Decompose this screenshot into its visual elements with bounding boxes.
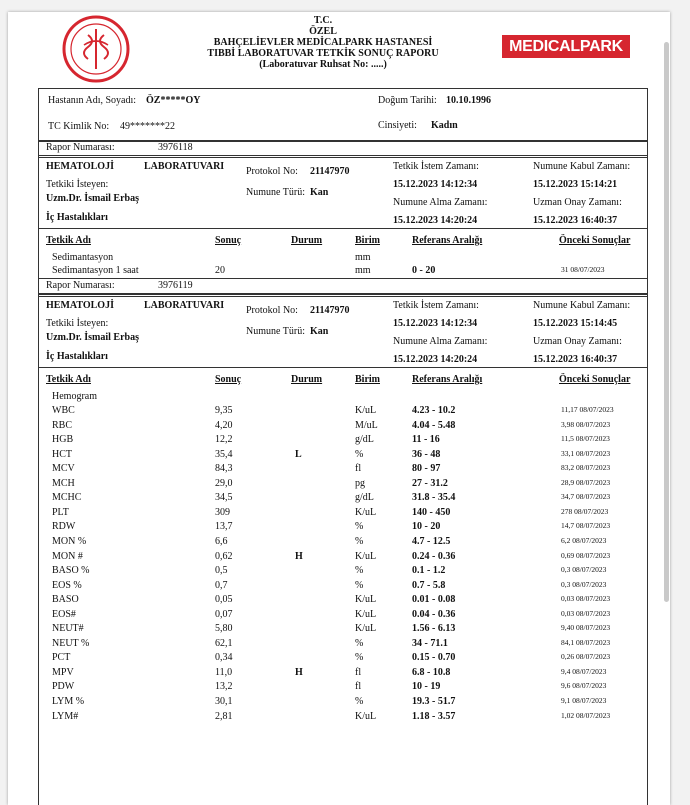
report-header — [158, 15, 488, 70]
cell-name: RBC — [52, 420, 73, 431]
cell-prev: 3,98 08/07/2023 — [561, 420, 611, 429]
cell-name: LYM % — [52, 696, 85, 707]
cell-ref: 140 - 450 — [412, 507, 451, 518]
cell-name: NEUT# — [52, 623, 84, 634]
cell-unit: % — [355, 521, 364, 532]
divider — [38, 157, 648, 158]
cell-ref: 0.1 - 1.2 — [412, 565, 446, 576]
scrollbar-thumb[interactable] — [664, 42, 669, 602]
cell-unit: fl — [355, 463, 362, 474]
cell-name: PDW — [52, 681, 75, 692]
cell-name: PCT — [52, 652, 71, 663]
cell-ref: 4.04 - 5.48 — [412, 420, 456, 431]
cell-ref: 4.23 - 10.2 — [412, 405, 456, 416]
divider — [38, 367, 648, 368]
cell-unit: K/uL — [355, 594, 377, 605]
divider — [38, 155, 648, 156]
cell-prev: 9,1 08/07/2023 — [561, 696, 607, 705]
report-2-doctor: Uzm.Dr. İsmail Erbaş — [46, 332, 139, 343]
cell-result: 84,3 — [215, 463, 233, 474]
cell-result: 34,5 — [215, 492, 233, 503]
cell-unit: pg — [355, 478, 365, 489]
cell-name: MON # — [52, 551, 83, 562]
col-ref-header: Referans Aralığı — [412, 374, 483, 385]
scrollbar[interactable] — [662, 42, 670, 782]
report-1-test-prev: 31 08/07/2023 — [561, 265, 605, 274]
header-country: T.C. — [313, 15, 333, 26]
report-1-accept-time: 15.12.2023 15:14:21 — [533, 179, 618, 190]
cell-name: MCV — [52, 463, 75, 474]
cell-name: MPV — [52, 667, 74, 678]
cell-name: PLT — [52, 507, 69, 518]
cell-result: 0,07 — [215, 609, 233, 620]
cell-ref: 4.7 - 12.5 — [412, 536, 451, 547]
cell-result: 2,81 — [215, 711, 233, 722]
report-2-sample-time: 15.12.2023 14:20:24 — [393, 354, 478, 365]
report-1-sample-type-label: Numune Türü: — [246, 187, 305, 198]
cell-ref: 0.04 - 0.36 — [412, 609, 456, 620]
col-result-header: Sonuç — [215, 374, 242, 385]
cell-name: MON % — [52, 536, 87, 547]
cell-result: 0,34 — [215, 652, 233, 663]
cell-prev: 83,2 08/07/2023 — [561, 463, 611, 472]
cell-unit: M/uL — [355, 420, 378, 431]
report-1-accept-time-label: Numune Kabul Zamanı: — [533, 161, 631, 172]
cell-unit: % — [355, 580, 364, 591]
report-2-approve-time-label: Uzman Onay Zamanı: — [533, 336, 622, 347]
cell-result: 62,1 — [215, 638, 233, 649]
report-1-protocol-label: Protokol No: — [246, 166, 298, 177]
cell-result: 13,2 — [215, 681, 233, 692]
report-1-sample-time: 15.12.2023 14:20:24 — [393, 215, 478, 226]
ministry-of-health-logo — [62, 15, 130, 83]
cell-prev: 278 08/07/2023 — [561, 507, 609, 516]
cell-prev: 11,5 08/07/2023 — [561, 434, 610, 443]
cell-result: 309 — [215, 507, 230, 518]
cell-prev: 6,2 08/07/2023 — [561, 536, 607, 545]
cell-unit: g/dL — [355, 434, 374, 445]
report-2-sample-time-label: Numune Alma Zamanı: — [393, 336, 488, 347]
cell-name: MCH — [52, 478, 75, 489]
cell-result: 0,5 — [215, 565, 228, 576]
cell-name: BASO — [52, 594, 79, 605]
report-1-request-time: 15.12.2023 14:12:34 — [393, 179, 478, 190]
col-ref-header: Referans Aralığı — [412, 235, 483, 246]
cell-ref: 19.3 - 51.7 — [412, 696, 456, 707]
cell-unit: K/uL — [355, 551, 377, 562]
col-prev-header: Önceki Sonuçlar — [559, 235, 631, 246]
report-2-requester-label: Tetkiki İsteyen: — [46, 318, 109, 329]
report-1-test-ref: 0 - 20 — [412, 265, 436, 276]
patient-tc-value: 49*******22 — [120, 121, 175, 132]
cell-result: 5,80 — [215, 623, 233, 634]
cell-ref: 31.8 - 35.4 — [412, 492, 456, 503]
cell-result: 13,7 — [215, 521, 233, 532]
cell-name: HGB — [52, 434, 74, 445]
cell-unit: K/uL — [355, 507, 377, 518]
cell-prev: 1,02 08/07/2023 — [561, 711, 611, 720]
report-1-sample-time-label: Numune Alma Zamanı: — [393, 197, 488, 208]
cell-status: L — [295, 449, 302, 460]
report-2-no-value: 3976119 — [158, 280, 193, 291]
cell-ref: 0.15 - 0.70 — [412, 652, 456, 663]
cell-unit: % — [355, 565, 364, 576]
report-2-no-label: Rapor Numarası: — [46, 280, 115, 291]
patient-name-label: Hastanın Adı, Soyadı: — [48, 95, 137, 106]
col-test-header: Tetkik Adı — [46, 374, 91, 385]
cell-unit: % — [355, 638, 364, 649]
cell-result: 29,0 — [215, 478, 233, 489]
cell-ref: 11 - 16 — [412, 434, 440, 445]
col-test-header: Tetkik Adı — [46, 235, 91, 246]
cell-prev: 14,7 08/07/2023 — [561, 521, 611, 530]
cell-prev: 0,03 08/07/2023 — [561, 594, 611, 603]
report-2-request-time-label: Tetkik İstem Zamanı: — [393, 300, 479, 311]
cell-prev: 34,7 08/07/2023 — [561, 492, 611, 501]
cell-unit: % — [355, 449, 364, 460]
header-type: ÖZEL — [309, 26, 337, 37]
patient-name-value: ÖZ*****OY — [146, 95, 201, 106]
cell-result: 30,1 — [215, 696, 233, 707]
report-2-accept-time: 15.12.2023 15:14:45 — [533, 318, 618, 329]
report-1-group: Sedimantasyon — [52, 252, 114, 263]
report-2-protocol-value: 21147970 — [310, 305, 350, 316]
report-1-requester-label: Tetkiki İsteyen: — [46, 179, 109, 190]
cell-ref: 0.01 - 0.08 — [412, 594, 456, 605]
cell-prev: 0,3 08/07/2023 — [561, 565, 607, 574]
cell-unit: % — [355, 536, 364, 547]
cell-prev: 0,26 08/07/2023 — [561, 652, 611, 661]
header-license: (Laboratuvar Ruhsat No: .....) — [259, 59, 387, 70]
cell-ref: 6.8 - 10.8 — [412, 667, 451, 678]
cell-name: EOS# — [52, 609, 76, 620]
header-report-title: TIBBİ LABORATUVAR TETKİK SONUÇ RAPORU — [207, 48, 439, 59]
divider — [38, 294, 648, 295]
cell-unit: K/uL — [355, 405, 377, 416]
cell-ref: 10 - 20 — [412, 521, 441, 532]
report-2-approve-time: 15.12.2023 16:40:37 — [533, 354, 618, 365]
patient-gender-label: Cinsiyeti: — [378, 120, 417, 131]
cell-ref: 10 - 19 — [412, 681, 441, 692]
report-1-lab2: LABORATUVARI — [144, 161, 225, 172]
cell-result: 4,20 — [215, 420, 233, 431]
report-1-sample-type-value: Kan — [310, 187, 329, 198]
cell-ref: 80 - 97 — [412, 463, 441, 474]
patient-tc-label: TC Kimlik No: — [48, 121, 110, 132]
report-2-group: Hemogram — [52, 391, 97, 402]
cell-result: 9,35 — [215, 405, 233, 416]
cell-name: EOS % — [52, 580, 82, 591]
cell-unit: fl — [355, 667, 362, 678]
report-1-doctor: Uzm.Dr. İsmail Erbaş — [46, 193, 139, 204]
report-1-test-result: 20 — [215, 265, 225, 276]
cell-unit: K/uL — [355, 609, 377, 620]
report-1-department: İç Hastalıkları — [46, 212, 108, 223]
cell-prev: 9,40 08/07/2023 — [561, 623, 611, 632]
report-1-unit-top: mm — [355, 252, 371, 263]
cell-name: LYM# — [52, 711, 79, 722]
cell-name: RDW — [52, 521, 76, 532]
cell-result: 0,7 — [215, 580, 228, 591]
cell-prev: 0,69 08/07/2023 — [561, 551, 611, 560]
medicalpark-logo: MEDICALPARK — [502, 35, 630, 58]
col-prev-header: Önceki Sonuçlar — [559, 374, 631, 385]
report-2-sample-type-label: Numune Türü: — [246, 326, 305, 337]
cell-unit: % — [355, 652, 364, 663]
patient-gender-value: Kadın — [431, 120, 458, 131]
report-page — [8, 12, 670, 805]
cell-result: 11,0 — [215, 667, 233, 678]
report-2-sample-type-value: Kan — [310, 326, 329, 337]
report-2-protocol-label: Protokol No: — [246, 305, 298, 316]
cell-name: MCHC — [52, 492, 82, 503]
cell-name: BASO % — [52, 565, 90, 576]
report-1-no-label: Rapor Numarası: — [46, 142, 115, 153]
report-2-lab: HEMATOLOJİ — [46, 300, 114, 311]
cell-unit: K/uL — [355, 711, 377, 722]
cell-ref: 1.18 - 3.57 — [412, 711, 456, 722]
patient-dob-label: Doğum Tarihi: — [378, 95, 437, 106]
report-1-request-time-label: Tetkik İstem Zamanı: — [393, 161, 479, 172]
cell-ref: 1.56 - 6.13 — [412, 623, 456, 634]
cell-ref: 34 - 71.1 — [412, 638, 448, 649]
cell-unit: K/uL — [355, 623, 377, 634]
cell-name: WBC — [52, 405, 75, 416]
report-1-approve-time-label: Uzman Onay Zamanı: — [533, 197, 622, 208]
report-2-accept-time-label: Numune Kabul Zamanı: — [533, 300, 631, 311]
report-2-department: İç Hastalıkları — [46, 351, 108, 362]
cell-result: 6,6 — [215, 536, 228, 547]
cell-unit: fl — [355, 681, 362, 692]
report-1-test-name: Sedimantasyon 1 saat — [52, 265, 139, 276]
cell-unit: g/dL — [355, 492, 374, 503]
report-1-no-value: 3976118 — [158, 142, 193, 153]
cell-prev: 84,1 08/07/2023 — [561, 638, 611, 647]
cell-ref: 0.24 - 0.36 — [412, 551, 456, 562]
cell-result: 0,05 — [215, 594, 233, 605]
cell-prev: 28,9 08/07/2023 — [561, 478, 611, 487]
divider — [38, 228, 648, 229]
report-1-approve-time: 15.12.2023 16:40:37 — [533, 215, 618, 226]
report-1-test-unit: mm — [355, 265, 371, 276]
cell-name: NEUT % — [52, 638, 90, 649]
cell-prev: 0,3 08/07/2023 — [561, 580, 607, 589]
cell-prev: 11,17 08/07/2023 — [561, 405, 614, 414]
cell-prev: 0,03 08/07/2023 — [561, 609, 611, 618]
cell-result: 35,4 — [215, 449, 233, 460]
cell-ref: 36 - 48 — [412, 449, 441, 460]
cell-prev: 9,4 08/07/2023 — [561, 667, 607, 676]
cell-prev: 33,1 08/07/2023 — [561, 449, 611, 458]
cell-ref: 27 - 31.2 — [412, 478, 448, 489]
cell-result: 0,62 — [215, 551, 233, 562]
cell-status: H — [295, 667, 303, 678]
col-result-header: Sonuç — [215, 235, 242, 246]
col-status-header: Durum — [291, 235, 323, 246]
report-2-request-time: 15.12.2023 14:12:34 — [393, 318, 478, 329]
cell-result: 12,2 — [215, 434, 233, 445]
cell-unit: % — [355, 696, 364, 707]
report-1-lab: HEMATOLOJİ — [46, 161, 114, 172]
cell-prev: 9,6 08/07/2023 — [561, 681, 607, 690]
col-unit-header: Birim — [355, 374, 380, 385]
cell-name: HCT — [52, 449, 72, 460]
header-hospital: BAHÇELİEVLER MEDİCALPARK HASTANESİ — [213, 37, 433, 48]
cell-ref: 0.7 - 5.8 — [412, 580, 446, 591]
cell-status: H — [295, 551, 303, 562]
report-2-lab2: LABORATUVARI — [144, 300, 225, 311]
col-unit-header: Birim — [355, 235, 380, 246]
report-1-protocol-value: 21147970 — [310, 166, 350, 177]
patient-dob-value: 10.10.1996 — [446, 95, 491, 106]
col-status-header: Durum — [291, 374, 323, 385]
divider — [38, 296, 648, 297]
